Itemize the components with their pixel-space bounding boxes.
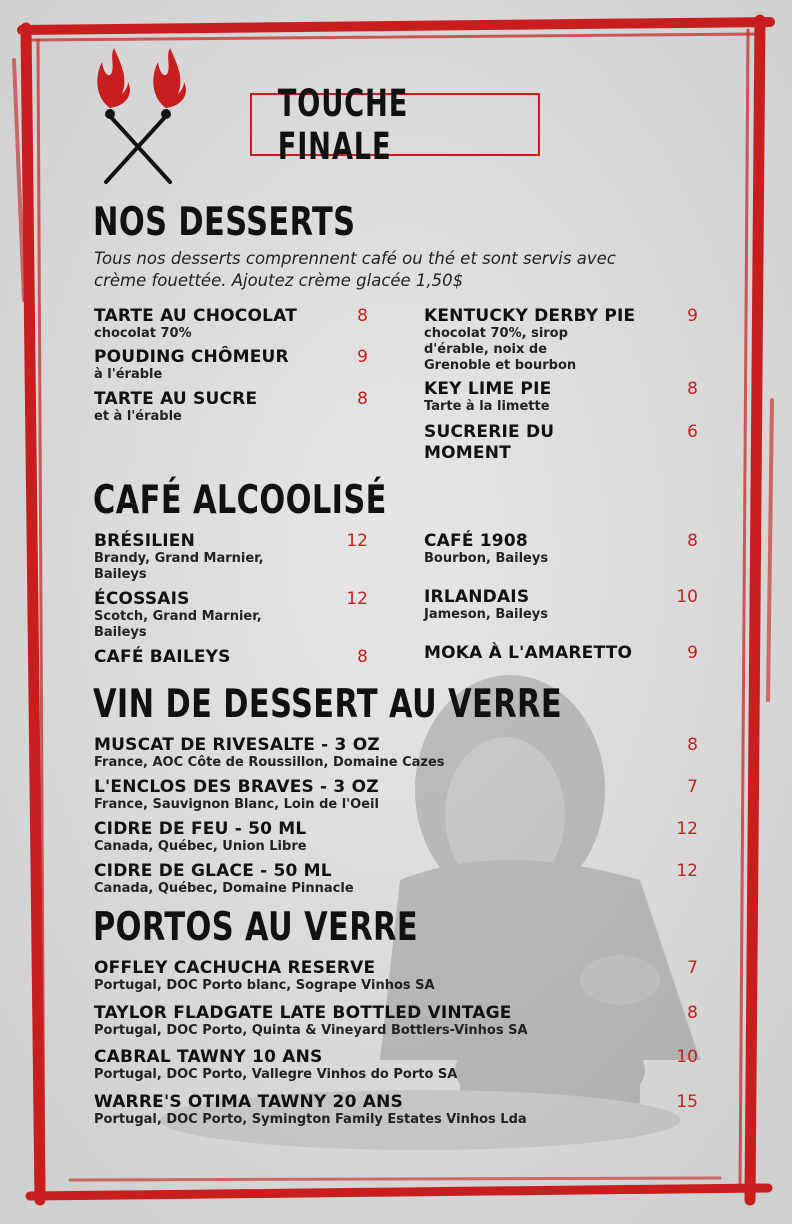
menu-item [94,1047,654,1083]
menu-item [94,589,324,641]
item-name: MOKA À L'AMARETTO [424,643,633,663]
item-price: 15 [676,1092,698,1112]
menu-item [424,422,584,464]
menu-item [424,643,654,663]
item-price: 8 [357,389,368,409]
section-title-portos: PORTOS AU VERRE [93,905,419,950]
item-price: 12 [346,531,368,551]
item-price: 8 [687,531,698,551]
item-name: KENTUCKY DERBY PIE [424,306,636,326]
item-price: 9 [357,347,368,367]
menu-item [94,819,654,855]
item-description: chocolat 70% [94,326,192,341]
item-name: POUDING CHÔMEUR [94,347,289,367]
item-name: ÉCOSSAIS [94,589,190,609]
item-description: chocolat 70%, sirop d'érable, noix de Grenoble et bourbon [424,326,577,373]
item-description: Bourbon, Baileys [424,551,549,566]
item-price: 7 [687,777,698,797]
item-name: TARTE AU SUCRE [94,389,258,409]
item-name: BRÉSILIEN [94,531,196,551]
item-price: 10 [676,587,698,607]
crossed-flaming-matches-icon [88,48,188,188]
menu-item [424,587,654,623]
item-name: CIDRE DE GLACE - 50 ML [94,861,332,881]
item-price: 8 [687,735,698,755]
item-name: CABRAL TAWNY 10 ANS [94,1047,323,1067]
item-name: MUSCAT DE RIVESALTE - 3 OZ [94,735,380,755]
title-box [250,81,540,168]
menu-item [94,1092,654,1128]
item-description: Portugal, DOC Porto, Vallegre Vinhos do Porto SA [94,1067,458,1082]
item-name: L'ENCLOS DES BRAVES - 3 OZ [94,777,379,797]
item-description: Portugal, DOC Porto, Quinta & Vineyard Bottlers-Vinhos SA [94,1023,528,1038]
menu-item [424,379,664,415]
item-name: CIDRE DE FEU - 50 ML [94,819,307,839]
item-name: KEY LIME PIE [424,379,552,399]
item-name: TARTE AU CHOCOLAT [94,306,297,326]
item-description: France, AOC Côte de Roussillon, Domaine Cazes [94,755,445,770]
item-price: 9 [687,306,698,326]
item-price: 8 [687,379,698,399]
item-price: 8 [687,1003,698,1023]
menu-item [94,1003,654,1039]
menu-item [424,306,664,374]
item-description: Jameson, Baileys [424,607,548,622]
menu-item [94,861,654,897]
item-name: CAFÉ 1908 [424,531,528,551]
menu-title: TOUCHE FINALE [277,81,409,168]
item-price: 7 [687,958,698,978]
item-description: France, Sauvignon Blanc, Loin de l'Oeil [94,797,379,812]
menu-item [94,958,654,994]
item-price: 6 [687,422,698,442]
menu-item [94,389,354,425]
section-title-vin: VIN DE DESSERT AU VERRE [93,682,563,727]
item-description: Brandy, Grand Marnier, Baileys [94,551,264,582]
menu-item [94,735,654,771]
item-description: à l'érable [94,367,163,382]
item-price: 12 [346,589,368,609]
item-price: 12 [676,861,698,881]
item-name: SUCRERIE DU MOMENT [424,422,555,463]
item-name: TAYLOR FLADGATE LATE BOTTLED VINTAGE [94,1003,512,1023]
item-description: Portugal, DOC Porto, Symington Family Estates Vinhos Lda [94,1112,527,1127]
menu-item [94,777,654,813]
section-title-desserts: NOS DESSERTS [93,200,356,245]
menu-item [94,347,354,383]
menu-item [424,531,654,567]
section-title-cafe: CAFÉ ALCOOLISÉ [93,478,387,523]
menu-item [94,647,324,667]
item-price: 8 [357,647,368,667]
item-name: OFFLEY CACHUCHA RESERVE [94,958,376,978]
item-price: 8 [357,306,368,326]
item-name: IRLANDAIS [424,587,530,607]
item-price: 10 [676,1047,698,1067]
item-description: Tarte à la limette [424,399,550,414]
item-name: CAFÉ BAILEYS [94,647,231,667]
menu-item [94,531,324,583]
item-description: Canada, Québec, Union Libre [94,839,307,854]
item-price: 12 [676,819,698,839]
item-name: WARRE'S OTIMA TAWNY 20 ANS [94,1092,403,1112]
item-description: Canada, Québec, Domaine Pinnacle [94,881,354,896]
item-description: Portugal, DOC Porto blanc, Sogrape Vinhos SA [94,978,435,993]
menu-item [94,306,354,342]
item-description: et à l'érable [94,409,182,424]
desserts-intro: Tous nos desserts comprennent café ou thé et sont servis avec crème fouettée. Ajoutez crème glacée 1,50$ [94,249,616,290]
item-price: 9 [687,643,698,663]
item-description: Scotch, Grand Marnier, Baileys [94,609,262,640]
